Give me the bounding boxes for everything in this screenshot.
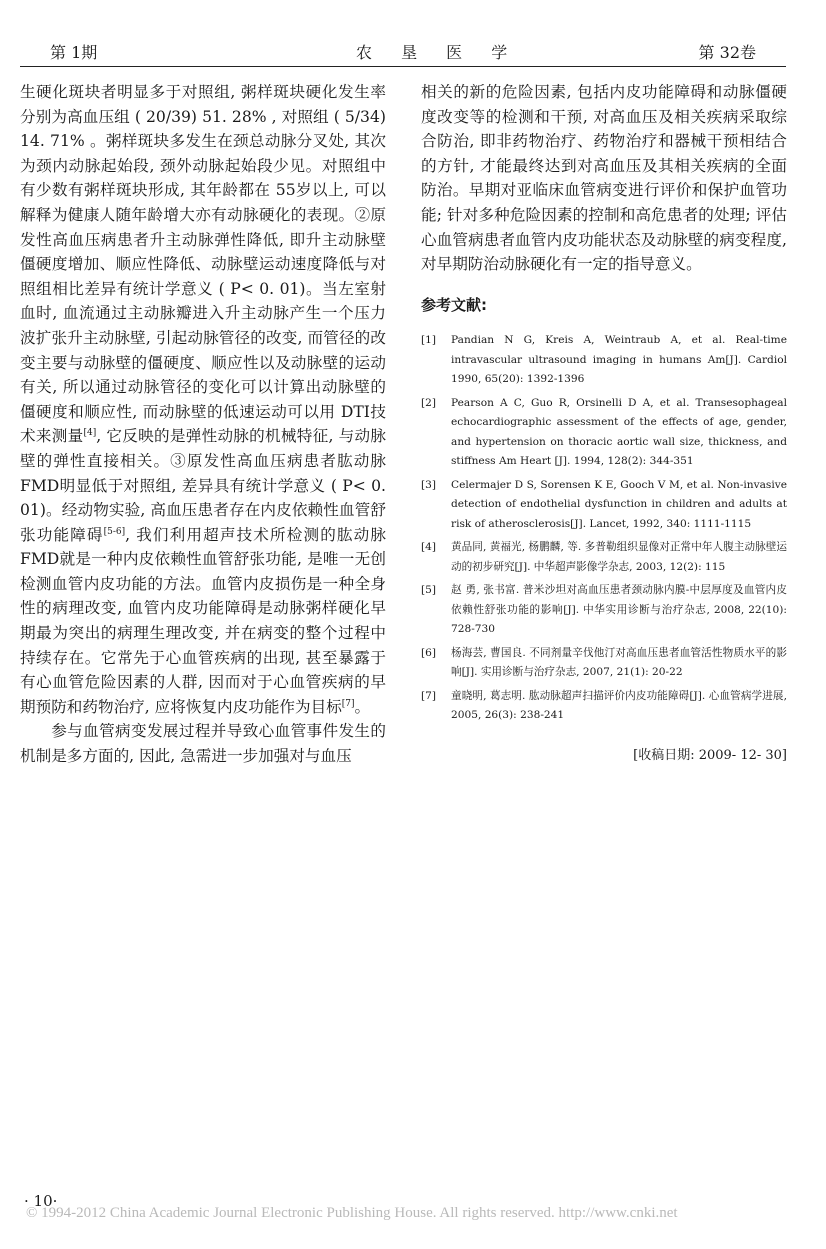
reference-text: Pearson A C, Guo R, Orsinelli D A, et al. Transesophageal echocardiographic assessment of the effects of age, gender, and hypertension on thoracic aortic wall size, thickness, and stiffness Am Heart [J]. 1994, 128(2): 344-351 <box>451 396 787 468</box>
reference-item <box>421 331 787 390</box>
reference-number: [2] <box>421 396 437 409</box>
running-header <box>20 38 786 67</box>
references-heading: 参考文献: <box>421 295 487 314</box>
reference-item <box>421 394 787 472</box>
reference-list <box>421 331 787 726</box>
body-text: 生硬化斑块者明显多于对照组, 粥样斑块硬化发生率分别为高血压组 ( 20/39) 51. 28% , 对照组 ( 5/34) 14. 71% 。粥样斑块多发生在颈总动脉分叉处, 其次为颈内动脉起始段, 颈外动脉起始段少见。对照组中有少数有粥样斑块形成, 其年龄都在 55岁以上, 可以解释为健康人随年龄增大亦有动脉硬化的表现。②原发性高血压病患者升主动脉弹性降低, 即升主动脉壁僵硬度增加、顺应性降低、动脉壁运动速度降低与对照组相比差异有统计学意义 ( P< 0. 01)。当左室射血时, 血流通过主动脉瓣进入升主动脉产生一个压力波扩张升主动脉壁, 引起动脉管径的改变, 而管径的改变主要与动脉壁的僵硬度、顺应性以及动脉壁的运动有关, 所以通过动脉管径的变化可以计算出动脉壁的僵硬度和顺应性, 而动脉壁的低速运动可以用 DTI技术来测量 <box>20 83 386 446</box>
reference-text: 杨海芸, 曹国良. 不同剂量辛伐他汀对高血压患者血管活性物质水平的影响[J]. 实用诊断与治疗杂志, 2007, 21(1): 20-22 <box>451 646 787 679</box>
copyright-watermark: © 1994-2012 China Academic Journal Electronic Publishing House. All rights reserved. http://www.cnki.net <box>26 1205 678 1221</box>
reference-item <box>421 644 787 683</box>
body-paragraph <box>20 80 386 719</box>
reference-text: Celermajer D S, Sorensen K E, Gooch V M, et al. Non-invasive detection of endothelial dysfunction in children and adults at risk of atherosclerosis[J]. Lancet, 1992, 340: 1111-1115 <box>451 478 787 530</box>
reference-number: [4] <box>421 541 437 554</box>
right-column <box>421 80 787 768</box>
reference-item <box>421 687 787 726</box>
body-paragraph: 参与血管病变发展过程并导致心血管事件发生的机制是多方面的, 因此, 急需进一步加强对与血压 <box>20 722 386 766</box>
reference-number: [7] <box>421 689 437 702</box>
reference-item <box>421 476 787 535</box>
reference-text: Pandian N G, Kreis A, Weintraub A, et al. Real-time intravascular ultrasound imaging in humans Am[J]. Cardiol 1990, 65(20): 1392-1396 <box>451 334 787 386</box>
reference-item <box>421 538 787 577</box>
reference-text: 黄品同, 黄福光, 杨鹏麟, 等. 多普勒组织显像对正常中年人腹主动脉壁运动的初步研究[J]. 中华超声影像学杂志, 2003, 12(2): 115 <box>451 541 787 573</box>
received-date: [收稿日期: 2009- 12- 30] <box>633 747 787 763</box>
journal-title: 农 垦 医 学 <box>356 43 520 62</box>
reference-text: 童晓明, 葛志明. 肱动脉超声扫描评价内皮功能障碍[J]. 心血管病学进展, 2005, 26(3): 238-241 <box>451 689 787 722</box>
volume-label: 第 32卷 <box>698 43 756 62</box>
citation-ref[interactable]: [7] <box>341 698 355 709</box>
body-text: 。 <box>354 697 371 716</box>
reference-number: [6] <box>421 646 437 659</box>
reference-item <box>421 581 787 640</box>
body-paragraph: 相关的新的危险因素, 包括内皮功能障碍和动脉僵硬度改变等的检测和干预, 对高血压及相关疾病采取综合防治, 即非药物治疗、药物治疗和器械干预相结合的方针, 才能最终达到对高血压及其相关疾病的全面防治。早期对亚临床血管病变进行评价和保护血管功能; 针对多种危险因素的控制和高危患者的处理; 评估心血管病患者血管内皮功能状态及动脉壁的病变程度, 对早期防治动脉硬化有一定的指导意义。 <box>421 83 787 274</box>
page-number: · 10· <box>24 1192 58 1210</box>
body-text: , 它反映的是弹性动脉的机械特征, 与动脉壁的弹性直接相关。③原发性高血压病患者肱动脉 FMD明显低于对照组, 差异具有统计学意义 ( P< 0. 01)。经动物实验, 高血压患者存在内皮依赖性血管舒张功能障碍 <box>20 427 386 544</box>
body-text: , 我们利用超声技术所检测的肱动脉 FMD就是一种内皮依赖性血管舒张功能, 是唯一无创检测血管内皮功能的方法。血管内皮损伤是一种全身性的病理改变, 血管内皮功能障碍是动脉粥样硬化早期最为突出的病理生理改变, 并在病变的整个过程中持续存在。它常先于心血管疾病的出现, 甚至暴露于有心血管危险因素的人群, 因而对于心血管疾病的早期预防和药物治疗, 应将恢复内皮功能作为目标 <box>20 525 386 716</box>
reference-number: [3] <box>421 478 437 491</box>
issue-label: 第 1期 <box>50 43 98 62</box>
citation-ref[interactable]: [4] <box>83 428 97 439</box>
reference-text: 赵 勇, 张书富. 普米沙坦对高血压患者颈动脉内膜-中层厚度及血管内皮依赖性舒张功能的影响[J]. 中华实用诊断与治疗杂志, 2008, 22(10): 728-730 <box>451 584 787 636</box>
citation-ref[interactable]: [5-6] <box>103 526 126 537</box>
reference-number: [1] <box>421 334 437 347</box>
left-column <box>20 80 386 769</box>
reference-number: [5] <box>421 584 437 597</box>
